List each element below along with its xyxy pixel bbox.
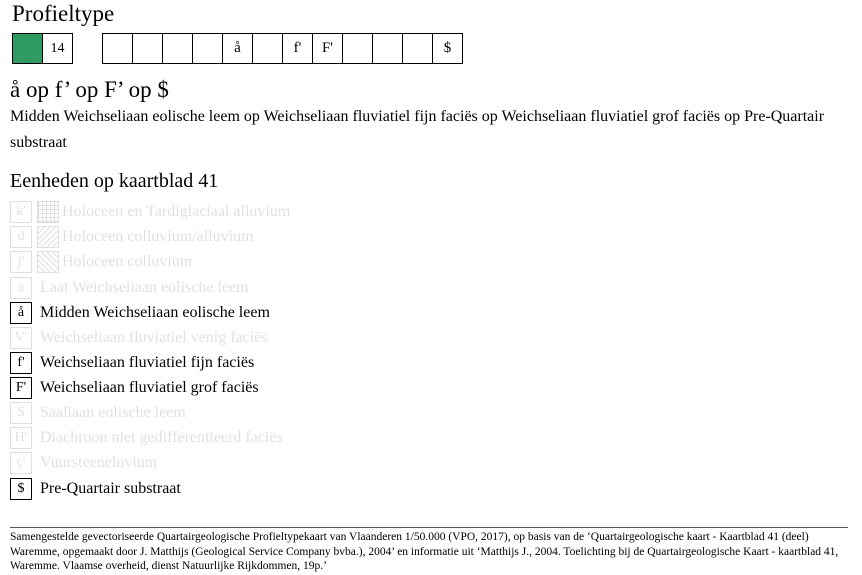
profile-cell	[162, 34, 192, 63]
unit-item	[10, 427, 283, 449]
unit-code: f'	[10, 352, 32, 374]
profile-cell	[103, 34, 132, 63]
footer-divider	[10, 527, 848, 528]
profile-cell	[252, 34, 282, 63]
unit-code: d	[10, 226, 32, 248]
unit-code: V'	[10, 327, 32, 349]
unit-item	[10, 302, 270, 324]
unit-code: ç'	[10, 452, 32, 474]
unit-code: a	[10, 277, 32, 299]
profile-cell: f'	[282, 34, 312, 63]
unit-code: F'	[10, 377, 32, 399]
unit-label: Holoceen colluvium/alluvium	[62, 228, 254, 245]
units-heading: Eenheden op kaartblad 41	[10, 170, 219, 192]
unit-item	[10, 226, 254, 248]
unit-label: Weichseliaan fluviatiel fijn faciës	[40, 354, 255, 371]
page-title: Profieltype	[12, 1, 115, 26]
profile-cell: å	[222, 34, 252, 63]
profile-formula: å op f’ op F’ op $	[10, 77, 169, 102]
unit-item	[10, 377, 259, 399]
unit-code: å	[10, 302, 32, 324]
unit-item	[10, 327, 268, 349]
unit-item	[10, 277, 249, 299]
unit-item	[10, 251, 192, 273]
unit-item	[10, 201, 290, 223]
unit-label: Weichseliaan fluviatiel venig faciës	[40, 329, 268, 346]
profile-cell: $	[432, 34, 462, 63]
unit-item	[10, 402, 186, 424]
profile-cell	[192, 34, 222, 63]
profile-cell	[402, 34, 432, 63]
profile-cell	[132, 34, 162, 63]
unit-label: Holoceen colluvium	[62, 253, 193, 270]
unit-label: Pre-Quartair substraat	[40, 480, 181, 497]
unit-label: Diachroon niet gedifferentieerd faciës	[40, 429, 283, 446]
unit-code: j'	[10, 251, 32, 273]
unit-label: Midden Weichseliaan eolische leem	[40, 304, 270, 321]
hatch-pattern-icon	[37, 226, 59, 248]
profile-color-swatch	[12, 33, 43, 64]
unit-label: Saaliaan eolische leem	[40, 404, 186, 421]
unit-label: Weichseliaan fluviatiel grof faciës	[40, 379, 259, 396]
profile-description: Midden Weichseliaan eolische leem op Weichseliaan fluviatiel fijn faciës op Weichseliaan fluviatiel grof faciës op Pre-Quartair substraat	[10, 108, 825, 151]
unit-label: Laat Weichseliaan eolische leem	[40, 279, 249, 296]
profile-number: 14	[42, 33, 73, 64]
profile-cell: F'	[312, 34, 342, 63]
unit-label: Holoceen en Tardiglaciaal alluvium	[62, 203, 291, 220]
hatch-pattern-icon	[37, 251, 59, 273]
unit-code: $	[10, 478, 32, 500]
profile-cell	[372, 34, 402, 63]
unit-label: Vuursteeneluvium	[40, 454, 158, 471]
unit-item	[10, 478, 181, 500]
hatch-pattern-icon	[37, 201, 59, 223]
unit-code: H'	[10, 427, 32, 449]
unit-code: k'	[10, 201, 32, 223]
profile-column	[102, 33, 463, 64]
unit-item	[10, 352, 254, 374]
profile-cell	[342, 34, 372, 63]
source-footer: Samengestelde gevectoriseerde Quartairgeologische Profieltypekaart van Vlaanderen 1/50.000 (VPO, 2017), op basis van de ‘Quartairgeologische kaart - Kaartblad 41 (deel) Waremme, opgemaakt door J. Matthijs (Geological Service Company bvba.), 2004’ en informatie uit ‘Matthijs J., 2004. Toelichting bij de Quartairgeologische Kaart - kaartblad 41, Waremme. Vlaamse overheid, dienst Natuurlijke Rijkdommen, 19p.’	[10, 531, 839, 572]
unit-item	[10, 452, 157, 474]
unit-code: S	[10, 402, 32, 424]
